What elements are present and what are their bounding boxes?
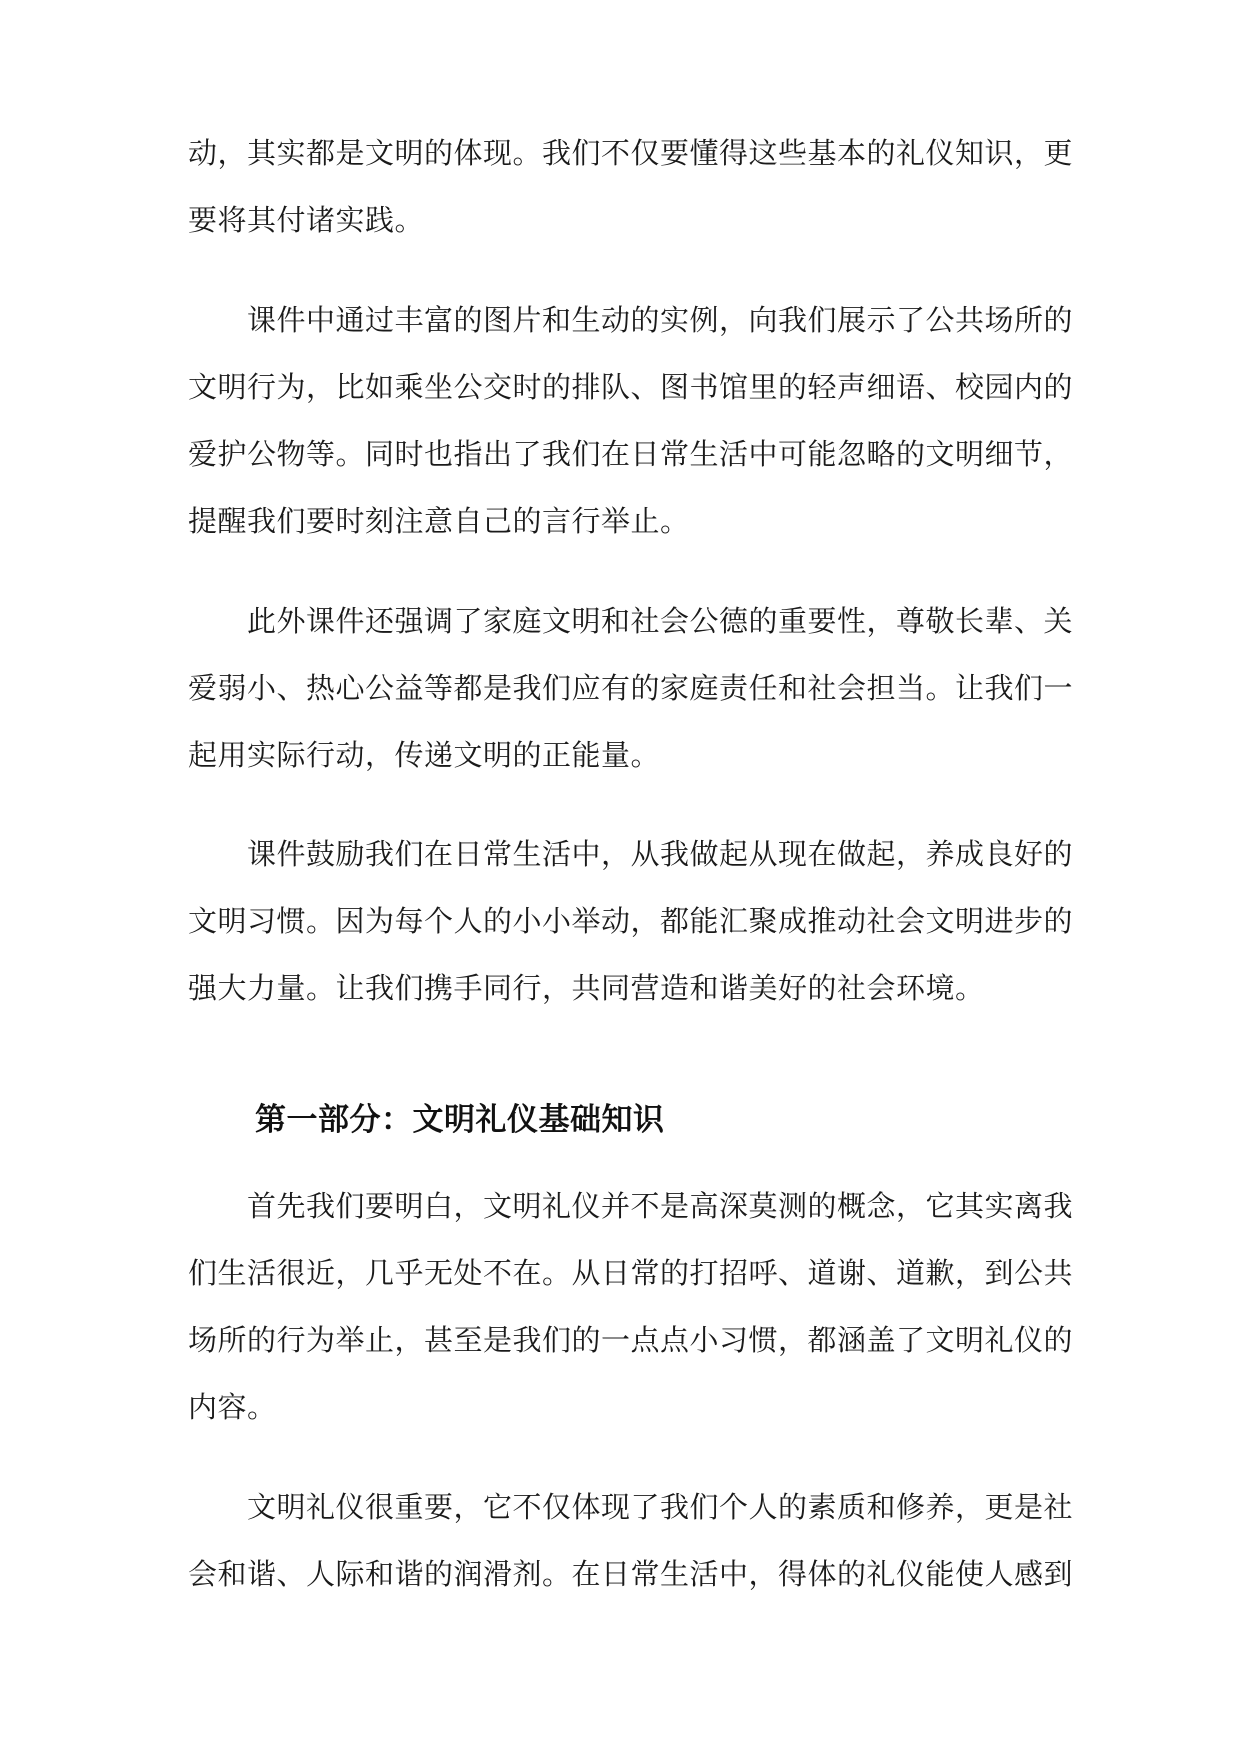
paragraph-line: 文明行为，比如乘坐公交时的排队、图书馆里的轻声细语、校园内的 — [188, 370, 1074, 404]
paragraph-line: 起用实际行动，传递文明的正能量。 — [188, 738, 661, 772]
paragraph-line: 们生活很近，几乎无处不在。从日常的打招呼、道谢、道歉，到公共 — [188, 1256, 1074, 1290]
section-heading: 第一部分：文明礼仪基础知识 — [255, 1102, 665, 1138]
paragraph-line: 提醒我们要时刻注意自己的言行举止。 — [188, 504, 690, 538]
paragraph-line: 爱弱小、热心公益等都是我们应有的家庭责任和社会担当。让我们一 — [188, 671, 1074, 705]
paragraph-line: 文明礼仪很重要，它不仅体现了我们个人的素质和修养，更是社 — [247, 1490, 1074, 1524]
paragraph-line: 爱护公物等。同时也指出了我们在日常生活中可能忽略的文明细节， — [188, 437, 1074, 471]
paragraph-line: 首先我们要明白，文明礼仪并不是高深莫测的概念，它其实离我 — [247, 1189, 1074, 1223]
paragraph-line: 要将其付诸实践。 — [188, 203, 425, 237]
paragraph-line: 内容。 — [188, 1390, 277, 1424]
paragraph-line: 课件鼓励我们在日常生活中，从我做起从现在做起，养成良好的 — [247, 837, 1074, 871]
paragraph-line: 强大力量。让我们携手同行，共同营造和谐美好的社会环境。 — [188, 971, 985, 1005]
paragraph-line: 此外课件还强调了家庭文明和社会公德的重要性，尊敬长辈、关 — [247, 604, 1074, 638]
paragraph-line: 课件中通过丰富的图片和生动的实例，向我们展示了公共场所的 — [247, 303, 1074, 337]
paragraph-line: 会和谐、人际和谐的润滑剂。在日常生活中，得体的礼仪能使人感到 — [188, 1557, 1074, 1591]
paragraph-line: 场所的行为举止，甚至是我们的一点点小习惯，都涵盖了文明礼仪的 — [188, 1323, 1074, 1357]
paragraph-line: 动，其实都是文明的体现。我们不仅要懂得这些基本的礼仪知识，更 — [188, 136, 1074, 170]
paragraph-line: 文明习惯。因为每个人的小小举动，都能汇聚成推动社会文明进步的 — [188, 904, 1074, 938]
